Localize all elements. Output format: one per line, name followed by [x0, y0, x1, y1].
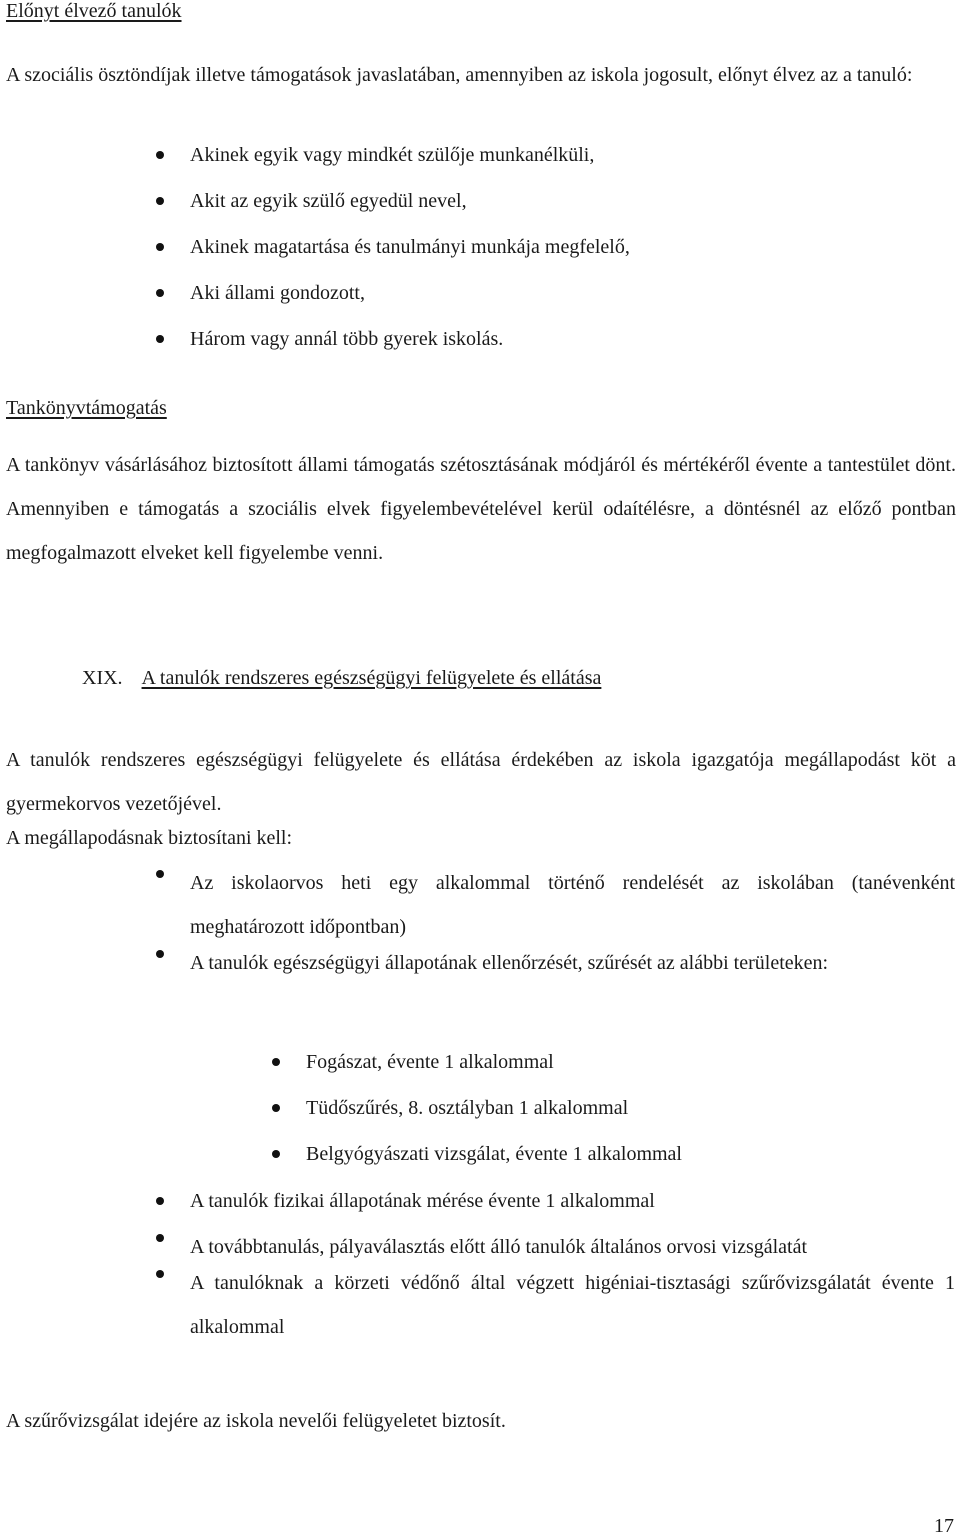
section-heading-health	[82, 667, 601, 690]
closing-sentence: A szűrővizsgálat idejére az iskola nevelői felügyeletet biztosít.	[6, 1410, 506, 1432]
list-item: Belgyógyászati vizsgálat, évente 1 alkalommal	[306, 1141, 906, 1187]
list-item: Tüdőszűrés, 8. osztályban 1 alkalommal	[306, 1095, 906, 1141]
list-item: A tanulók fizikai állapotának mérése évente 1 alkalommal	[190, 1188, 955, 1234]
section-title-textbook-support: Tankönyvtámogatás	[6, 397, 167, 419]
list-item: Az iskolaorvos heti egy alkalommal történő rendelését az iskolában (tanévenként meghatározott időpontban)	[190, 861, 955, 949]
bullet-icon	[272, 1104, 280, 1112]
bullet-icon	[156, 1234, 164, 1242]
section-title-preferred-students: Előnyt élvező tanulók	[6, 0, 182, 22]
section-body-textbook-support: A tankönyv vásárlásához biztosított állami támogatás szétosztásának módjáról és mértékéről évente a tantestület dönt. Amennyiben e támogatás a szociális elvek figyelembevételével kerül odaítélésre, a döntésnél az előző pontban megfogalmazott elveket kell figyelembe venni.	[6, 454, 956, 564]
bullet-icon	[156, 151, 164, 159]
bullet-icon	[156, 950, 164, 958]
health-services-list	[190, 870, 955, 985]
section-title-health: A tanulók rendszeres egészségügyi felügyelete és ellátása	[141, 667, 602, 689]
section-intro-health: A tanulók rendszeres egészségügyi felügyelete és ellátása érdekében az iskola igazgatója megállapodást köt a gyermekorvos vezetőjével.	[6, 749, 956, 815]
bullet-icon	[156, 335, 164, 343]
health-services-list-continued	[190, 1188, 955, 1349]
list-item: Akinek magatartása és tanulmányi munkája megfelelő,	[190, 234, 950, 280]
preferred-students-list	[190, 142, 950, 372]
bullet-icon	[272, 1150, 280, 1158]
list-item: A továbbtanulás, pályaválasztás előtt álló tanulók általános orvosi vizsgálatát	[190, 1225, 955, 1269]
page-number: 17	[934, 1515, 954, 1537]
bullet-icon	[272, 1058, 280, 1066]
list-item: A tanulók egészségügyi állapotának ellenőrzését, szűrését az alábbi területeken:	[190, 941, 955, 985]
agreement-lead: A megállapodásnak biztosítani kell:	[6, 827, 293, 849]
screening-areas-list	[306, 1049, 906, 1187]
list-item: Akinek egyik vagy mindkét szülője munkanélküli,	[190, 142, 950, 188]
bullet-icon	[156, 289, 164, 297]
bullet-icon	[156, 870, 164, 878]
list-item: Három vagy annál több gyerek iskolás.	[190, 326, 950, 372]
list-item: Fogászat, évente 1 alkalommal	[306, 1049, 906, 1095]
section-intro-preferred-students: A szociális ösztöndíjak illetve támogatások javaslatában, amennyiben az iskola jogosult, előnyt élvez az a tanuló:	[6, 64, 913, 86]
list-item: Aki állami gondozott,	[190, 280, 950, 326]
list-item: A tanulóknak a körzeti védőnő által végzett higéniai-tisztasági szűrővizsgálatát évente 1 alkalommal	[190, 1261, 955, 1349]
section-number: XIX.	[82, 667, 123, 689]
bullet-icon	[156, 197, 164, 205]
list-item: Akit az egyik szülő egyedül nevel,	[190, 188, 950, 234]
bullet-icon	[156, 243, 164, 251]
bullet-icon	[156, 1270, 164, 1278]
bullet-icon	[156, 1197, 164, 1205]
